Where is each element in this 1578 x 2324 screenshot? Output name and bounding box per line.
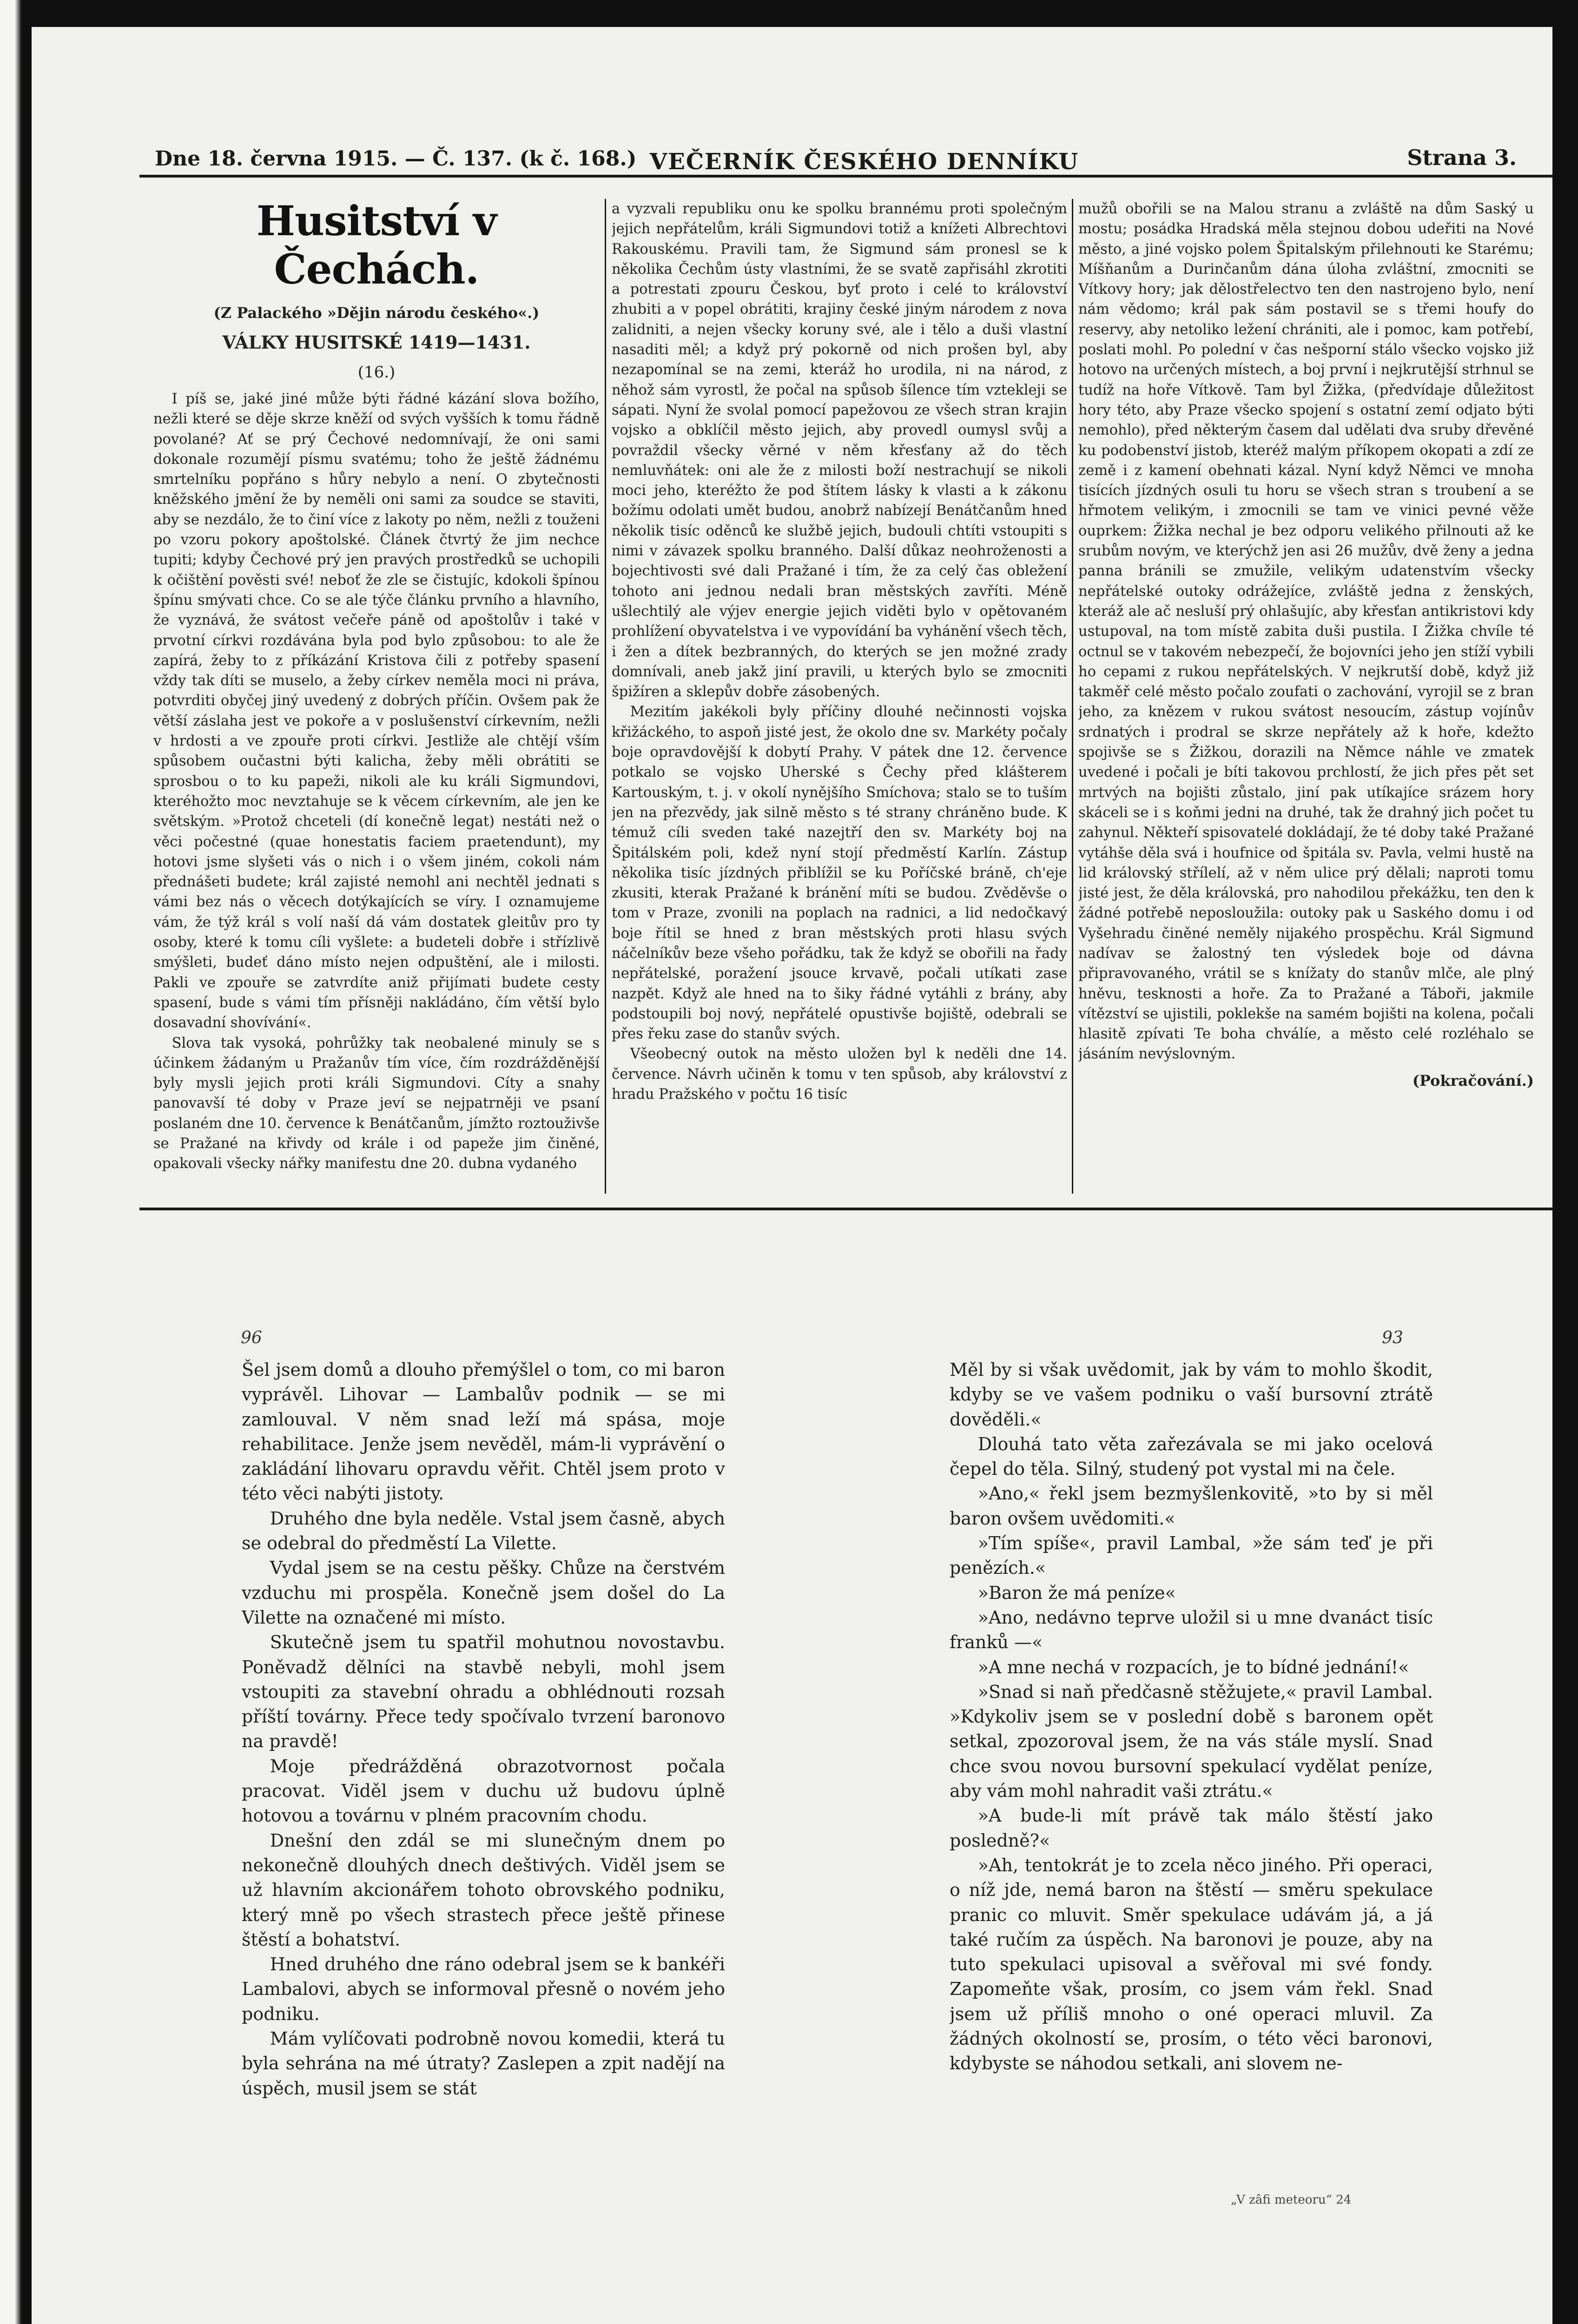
column-rule xyxy=(1072,199,1073,1194)
column-rule xyxy=(605,199,606,1194)
newspaper-title: VEČERNÍK ČESKÉHO DENNÍKU xyxy=(650,149,1079,175)
article-title: Husitství v Čechách. xyxy=(256,197,497,293)
article-source: (Z Palackého »Dějin národu českého«.) xyxy=(213,304,540,322)
article-column-3 xyxy=(1078,199,1534,1203)
novel-paragraph: »Tím spíše«, pravil Lambal, »že sám teď je při penězích.« xyxy=(950,1533,1433,1578)
issue-date: Dne 18. června 1915. — Č. 137. (k č. 168.) xyxy=(155,147,637,171)
novel-paragraph: Dnešní den zdál se mi slunečným dnem po nekonečně dlouhých dnech deštivých. Viděl jsem se už hlavním akcionářem tohoto obrovského podniku, který mně po všech strastech přece ještě přinese štěstí a bohatství. xyxy=(242,1830,725,1950)
novel-paragraph: Měl by si však uvědomit, jak by vám to mohlo škodit, kdyby se ve vašem podniku o vaší bursovní ztrátě dověděli.« xyxy=(950,1360,1433,1430)
novel-paragraph: »A bude-li mít právě tak málo štěstí jako posledně?« xyxy=(950,1805,1433,1851)
novel-paragraph: Mám vylíčovati podrobně novou komedii, která tu byla sehrána na mé útraty? Zaslepen a zpit nadějí na úspěch, musil jsem se stát xyxy=(242,2028,725,2099)
scan-edge xyxy=(0,0,32,2324)
paragraph: Všeobecný outok na město uložen byl k neděli dne 14. července. Návrh učiněn k tomu v ten spůsob, aby království z hradu Pražského v počtu 16 tisíc xyxy=(612,1046,1067,1103)
paragraph: Mezitím jakékoli byly příčiny dlouhé nečinnosti vojska křižáckého, to aspoň jisté jest, že okolo dne sv. Markéty počaly boje opravdovější k dobytí Prahy. V pátek dne 12. července potkalo se vojsko Uherské s Čechy před klášterem Kartouským, t. j. v okolí nynějšího Smíchova; stalo se to tuším jen na přezvědy, jak silně město s té strany chráněno bude. K témuž cíli sveden také nazejtří den sv. Markéty boj na Špitálském poli, kdež nyní stojí předměstí Karlín. Zástup několika tisíc jízdných přiblížil se ku Poříčské bráně, ch'eje zkusiti, kterak Pražané k bránění míti se budou. Zvěděvše o tom v Praze, zvonili na poplach na radnici, a lid nedočkavý boje řítil se hned z bran městských proti hlasu svých náčelníkův beze všeho pořádku, tak že když se obořili na řady nepřátelské, poražení jsouce krvavě, počali utíkati zase nazpět. Když ale hned na to šiky řádné vytáhli z brány, aby podstoupili boj nový, nepřátelé opustivše bojiště, odebrali se přes řeku zase do stanův svých. xyxy=(612,704,1067,1043)
article-column-1 xyxy=(153,197,600,1205)
novel-paragraph: »A mne nechá v rozpacích, je to bídné jednání!« xyxy=(977,1657,1409,1677)
novel-footer: „V zâfi meteoru“ 24 xyxy=(1231,2193,1352,2207)
novel-paragraph: »Ano,« řekl jsem bezmyšlenkovitě, »to by si měl baron ovšem uvědomiti.« xyxy=(950,1483,1433,1529)
page-header xyxy=(155,143,1517,176)
novel-paragraph: Dlouhá tato věta zařezávala se mi jako ocelová čepel do těla. Silný, studený pot vystal mi na čele. xyxy=(950,1433,1433,1479)
page-label: Strana 3. xyxy=(1407,145,1517,170)
article-bottom-rule xyxy=(139,1208,1552,1210)
header-rule xyxy=(139,175,1552,178)
paragraph: I píš se, jaké jiné může býti řádné kázání slova božího, nežli které se děje skrze kněží od svých vyšších k tomu řádně povolané? Ať se prý Čechové nedomnívají, že oni sami dokonale rozumějí písmu svatému; toho že ještě žádnému smrtelníku popřáno s hůry nebylo a není. O zbytečnosti kněžského jmění že by neměli oni sami za soudce se staviti, aby se nezdálo, že to činí více z lakoty po něm, nežli z touženi po vzoru pokory apoštolské. Článek čtvrtý že jim nechce tupiti; kdyby Čechové prý jen pravých prostředků se uchopili k očištění pověsti své! neboť že zle se čistujíc, kdokoli špínou špínu smývati chce. Co se ale týče článku prvního a hlavního, že vyznává, že svátost večeře páně od apoštolův i také v prvotní církvi rozdávána byla pod bylo způsobou: to ale že zapírá, žeby to z příkázání Kristova čili z potřeby spasení vždy tak díti se muselo, a žeby církev neměla moci ni práva, potvrditi obyčej jiný uvedený z dobrých příčin. Ovšem pak že větší záslaha jest ve pokoře a v poslušenství církevním, nežli v hrdosti a ve zpouře proti církvi. Jestliže ale chtějí vším spůsobem oučastni býti kalicha, žeby měli obrátiti se sprosbou o to ku papeži, nikoli ale ku králi Sigmundovi, kteréhožto moc nevztahuje se k věcem církevním, ale jen ke světským. »Protož chceteli (dí konečně legat) nestáti než o věci počestné (quae honestatis faciem praetendunt), my hotovi jsme slyšeti vás o nich i o všem jiném, cokoli nám přednášeti budete; král zajisté nemohl ani nechtěl jednati s vámi bez nás o věcech dotýkajících se víry. I oznamujeme vám, že týž král s volí naší dá vám dostatek gleitův pro ty osoby, které k tomu cíli vyšlete: a budeteli dobře i střízlivě smýšleti, budeť dáno místo nejen odpuštění, ale i milosti. Pakli ve zpouře se zatvrdíte aniž přijímati budete cesty spasení, bude s vámi tím přísněji nakládáno, čím větší bylo dosavadní shovívání«. xyxy=(153,391,600,1031)
page-number-right: 93 xyxy=(1382,1328,1403,1347)
article-part-number: (16.) xyxy=(357,363,396,382)
continued-note: (Pokračování.) xyxy=(1412,1071,1534,1089)
novel-paragraph: Skutečně jsem tu spatřil mohutnou novostavbu. Poněvadž dělníci na stavbě nebyli, mohl jsem vstoupiti za stavební ohradu a obhlédnouti rozsah příští továrny. Přece tedy spočívalo tvrzení baronovo na pravdě! xyxy=(242,1632,725,1752)
novel-paragraph: »Ano, nedávno teprve uložil si u mne dvanáct tisíc franků —« xyxy=(950,1607,1433,1653)
novel-paragraph: »Ah, tentokrát je to zcela něco jiného. Při operaci, o níž jde, nemá baron na štěstí — směru spekulace pranic co mluvit. Směr spekulace udávám já, a já také ručím za úspěch. Na baronovi je pouze, aby na tuto spekulaci upisoval a svěřoval mi své fondy. Zapomeňte však, prosím, co jsem vám řekl. Snad jsem už příliš mnoho o oné operaci mluvil. Za žádných okolností se, prosím, o této věci baronovi, kdybyste se náhodou setkali, ani slovem ne- xyxy=(950,1855,1433,2074)
paragraph: Slova tak vysoká, pohrůžky tak neobalené minuly se s účinkem žádaným u Pražanův tím více, čím rozdrážděnější byly mysli jejich proti králi Sigmundovi. Cíty a snahy panovavší té doby v Praze jeví se nejpatrněji ve psaní poslaném dne 10. července k Benátčanům, jímžto roztouživše se Pražané na křivdy od krále i od papeže jim činěné, opakovali všecky nářky manifestu dne 20. dubna vydaného xyxy=(153,1035,600,1172)
novel-right-page xyxy=(950,1358,1433,2180)
paragraph: a vyzvali republiku onu ke spolku brannému proti společným jejich nepřátelům, králi Sigmundovi totiž a knížeti Albrechtovi Rakouskému. Pravili tam, že Sigmund sám pronesl se k několika Čechům ústy vlastními, že se svatě zapřisáhl zkrotiti a potrestati zpouru Českou, byť proto i celé to království zhubiti a v popel obrátiti, krajiny české jiným národem z nova zalidniti, a nejen všecky koruny své, ale i tělo a duši vlastní nasaditi měl; a když prý pokorně od nich prošen byl, aby nezapomínal se na zemi, kteráž ho urodila, ni na národ, z něhož sám vyrostl, že počal na spůsob šílence tím vztekleji se sápati. Nyní že svolal pomocí papežovou ze všech stran krajin vojsko a obklíčil město jejich, aby provedl oumysl svůj a povraždil všecky věrné v něm křesťany až do těch nemluvňátek: oni ale že z milosti boží nestrachují se nikoli moci jeho, kteréžto že pod štítem lásky k vlasti a k zákonu božímu odolati umět budou, anobrž nabízejí Benátčanům hned několik tisíc oděnců ke službě jejich, budouli chtíti vstoupiti s nimi v závazek spolku branného. Další důkaz neohroženosti a bojechtivosti své dali Pražané i tím, že za celý čas obležení tohoto ani jednou nedali bran městských zavříti. Méně ušlechtilý ale výjev energie jejich viděti bylo v opětovaném prohlížení obyvatelstva i ve vypovídání ba vyhánění všech těch, i žen a dítek bezbranných, do kterých se jen možné zrady domnívali, aneb jakž jiní pravili, u kterých bylo se zmocniti špižíren a sklepův dobře zásobených. xyxy=(612,201,1067,700)
novel-paragraph: Moje předrážděná obrazotvornost počala pracovat. Viděl jsem v duchu už budovu úplně hotovou a továrnu v plném pracovním chodu. xyxy=(242,1756,725,1826)
novel-left-page xyxy=(242,1358,725,2180)
novel-paragraph: »Baron že má peníze« xyxy=(977,1582,1176,1603)
novel-paragraph: Druhého dne byla neděle. Vstal jsem časně, abych se odebral do předměstí La Vilette. xyxy=(242,1508,725,1554)
novel-paragraph: Hned druhého dne ráno odebral jsem se k bankéři Lambalovi, abych se informoval přesně o novém jeho podniku. xyxy=(242,1954,725,2024)
article-column-2 xyxy=(612,199,1067,1203)
paragraph: mužů obořili se na Malou stranu a zvláště na dům Saský u mostu; posádka Hradská měla stejnou dobou udeřiti na Nové město, a jiné vojsko polem Špitalským přilehnouti ke Starému; Míšňanům a Durinčanům dána úloha zvláštní, zmocniti se Vítkovy hory; jak dělostřelectvo ten den nastrojeno bylo, není nám vědomo; král pak sám postavil se s třemi houfy do reservy, aby netoliko ležení chrániti, ale i pomoc, kam potřebí, poslati mohl. Po polední v čas nešporní stálo všecko vojsko již hotovo na určených místech, a boj první i nejkrutější strhnul se tudíž na hoře Vítkově. Tam byl Žižka, (předvídaje důležitost hory této, aby Praze všecko spojení s ostatní zemí odjato býti nemohlo), před některým časem dal udělati dva sruby dřevěné ku podobenství jistob, kteréž malým příkopem okopati a zdí ze země i z kamení obehnati kázal. Nyní když Němci ve mnoha tisících jízdných osuli tu horu se všech stran s troubení a se hřmotem velikým, i zmocnili se tam ve vinici pevné věže ouprkem: Žižka nechal je bez odporu velikého přilnouti až ke srubům novým, ve kterýchž jen asi 26 mužův, dvě ženy a jedna panna bránili se zmužile, velikým udatenstvím všecky nepřátelské outoky odrážejíce, zvláště jedna z ženských, kteráž ale ač nesluší prý ohlašujíc, aby křesťan antikristovi kdy ustupoval, na tom místě zabita duši pustila. I Žižka chvíle té octnul se v takovém nebezpečí, že bojovníci jeho jen stíží vybili ho cepami z rukou nepřátelských. V nejkrutší době, když již takměř celé město počalo zoufati o zachování, vyrojil se z bran jeho, za knězem v rukou svátost nesoucím, zástup vojínův srdnatých i prodral se skrze nepřátely až k hoře, kdežto spojivše se s Žižkou, dorazili na Němce náhle ve zmatek uvedené i počali je bíti takovou prchlostí, že jich přes pět set mrtvých na bojišti zůstalo, jiní pak utíkajíce srázem hory skáceli se i s koňmi jedni na druhé, tak že drahný jich počet tu zahynul. Někteří spisovatelé dokládají, že té doby také Pražané vytáhše děla svá i houfnice od špitála sv. Pavla, velmi hustě na lid královský střílelí, až v něm ulice prý dělali; naproti tomu jisté jest, že děla královská, pro nahodilou překážku, ten den k žádné potřebě neposloužila: outoky pak u Saského domu i od Vyšehradu činěné neměly nijakého prospěchu. Král Sigmund nadívav se žalostný ten výsledek boje od dávna připravovaného, vrátil se s knížaty do stanův mlče, ale plný hněvu, tesknosti a hoře. Za to Pražané a Táboři, jakmile vítězství se ujistili, poklekše na samém bojišti na kolena, počali hlasitě zpívati Te boha chválíe, a město celé rozléhalo se jásáním nevýslovným. xyxy=(1078,201,1534,1063)
article-subtitle: VÁLKY HUSITSKÉ 1419—1431. xyxy=(222,332,531,353)
newspaper-page xyxy=(32,27,1552,2324)
novel-paragraph: Šel jsem domů a dlouho přemýšlel o tom, co mi baron vyprávěl. Lihovar — Lambalův podnik — se mi zamlouval. V něm snad leží má spása, moje rehabilitace. Jenže jsem nevěděl, mám-li vyprávění o zakládání lihovaru opravdu věřit. Chtěl jsem proto v této věci nabýti jistoty. xyxy=(242,1360,725,1504)
novel-paragraph: Vydal jsem se na cestu pěšky. Chůze na čerstvém vzduchu mi prospěla. Konečně jsem došel do La Vilette na označené mi místo. xyxy=(242,1558,725,1628)
novel-paragraph: »Snad si naň předčasně stěžujete,« pravil Lambal. »Kdykoliv jsem se v poslední době s baronem opět setkal, zpozoroval jsem, že na vás stále myslí. Snad chce svou novou bursovní spekulací vydělat peníze, aby vám mohl nahradit vaši ztrátu.« xyxy=(950,1681,1433,1802)
page-number-left: 96 xyxy=(241,1328,262,1347)
